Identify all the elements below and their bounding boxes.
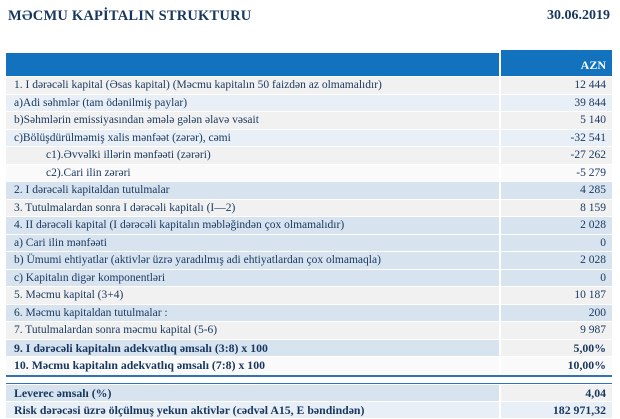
- row-value: 2 028: [501, 217, 612, 234]
- row-value: 2 028: [501, 252, 612, 269]
- row-value: 10,00%: [501, 357, 612, 374]
- row-value: 9 987: [501, 322, 612, 339]
- row-label: 10. Məcmu kapitalın adekvatlıq əmsalı (7:8) x 100: [6, 357, 499, 374]
- table-row: [6, 252, 612, 269]
- row-label: b) Ümumi ehtiyatlar (aktivlər üzrə yaradılmış adi ehtiyatlardan çox olmamaqla): [6, 252, 499, 269]
- table-footer: [6, 383, 612, 419]
- report-date: 30.06.2019: [547, 8, 610, 23]
- row-label: 1. I dərəcəli kapital (Əsas kapital) (Məcmu kapitalın 50 faizdən az olmamalıdır): [6, 77, 499, 94]
- row-label: a) Cari ilin mənfəəti: [6, 235, 499, 252]
- row-value: 4,04: [501, 385, 612, 401]
- row-value: 200: [501, 305, 612, 322]
- capital-table: [6, 53, 612, 377]
- header-currency-cell: AZN: [501, 50, 612, 76]
- row-label: c2).Cari ilin zərəri: [6, 165, 499, 182]
- row-label: c1).Əvvəlki illərin mənfəəti (zərəri): [6, 147, 499, 164]
- row-label: 7. Tutulmalardan sonra məcmu kapital (5-6): [6, 322, 499, 339]
- row-label: 6. Məcmu kapitaldan tutulmalar :: [6, 305, 499, 322]
- row-label: c)Bölüşdürülməmiş xalis mənfəət (zərər), cəmi: [6, 130, 499, 147]
- table-row: [6, 357, 612, 374]
- row-value: -27 262: [501, 147, 612, 164]
- table-row: [6, 340, 612, 357]
- table-row: [6, 200, 612, 217]
- row-value: 10 187: [501, 287, 612, 304]
- table-row: [6, 95, 612, 112]
- row-value: 12 444: [501, 77, 612, 94]
- table-row: [6, 147, 612, 164]
- table-row: [6, 385, 612, 401]
- table-row: [6, 270, 612, 287]
- row-value: 5,00%: [501, 340, 612, 357]
- table-row: [6, 112, 612, 129]
- row-label: 4. II dərəcəli kapital (I dərəcəli kapitalın məbləğindən çox olmamalıdır): [6, 217, 499, 234]
- row-value: 39 844: [501, 95, 612, 112]
- row-value: 0: [501, 235, 612, 252]
- table-row: [6, 217, 612, 234]
- row-value: -5 279: [501, 165, 612, 182]
- table-row: [6, 165, 612, 182]
- table-row: [6, 305, 612, 322]
- row-value: 182 971,32: [501, 402, 612, 418]
- page-title: MƏCMU KAPİTALIN STRUKTURU: [8, 8, 252, 24]
- table-header-row: [6, 53, 612, 76]
- header-label-cell: [6, 53, 499, 76]
- titlebar: [0, 0, 620, 25]
- row-value: -32 541: [501, 130, 612, 147]
- row-value: 8 159: [501, 200, 612, 217]
- row-label: c) Kapitalın digər komponentləri: [6, 270, 499, 287]
- row-label: 5. Məcmu kapital (3+4): [6, 287, 499, 304]
- row-label: Risk dərəcəsi üzrə ölçülmuş yekun aktivlər (cədvəl A15, E bəndindən): [6, 402, 499, 418]
- row-label: 3. Tutulmalardan sonra I dərəcəli kapitalı (I—2): [6, 200, 499, 217]
- row-label: a)Adi səhmlər (tam ödənilmiş paylar): [6, 95, 499, 112]
- table-row: [6, 287, 612, 304]
- table-row: [6, 235, 612, 252]
- table-row: [6, 130, 612, 147]
- row-value: 0: [501, 270, 612, 287]
- table-row: [6, 182, 612, 199]
- row-label: b)Səhmlərin emissiyasından əmələ gələn əlavə vəsait: [6, 112, 499, 129]
- row-label: 9. I dərəcəli kapitalın adekvatlıq əmsalı (3:8) x 100: [6, 340, 499, 357]
- row-value: 4 285: [501, 182, 612, 199]
- row-label: 2. I dərəcəli kapitaldan tutulmalar: [6, 182, 499, 199]
- table-row: [6, 77, 612, 94]
- table-row: [6, 322, 612, 339]
- table-row: [6, 402, 612, 418]
- row-label: Leverec əmsalı (%): [6, 385, 499, 401]
- table-body: [6, 77, 612, 377]
- row-value: 5 140: [501, 112, 612, 129]
